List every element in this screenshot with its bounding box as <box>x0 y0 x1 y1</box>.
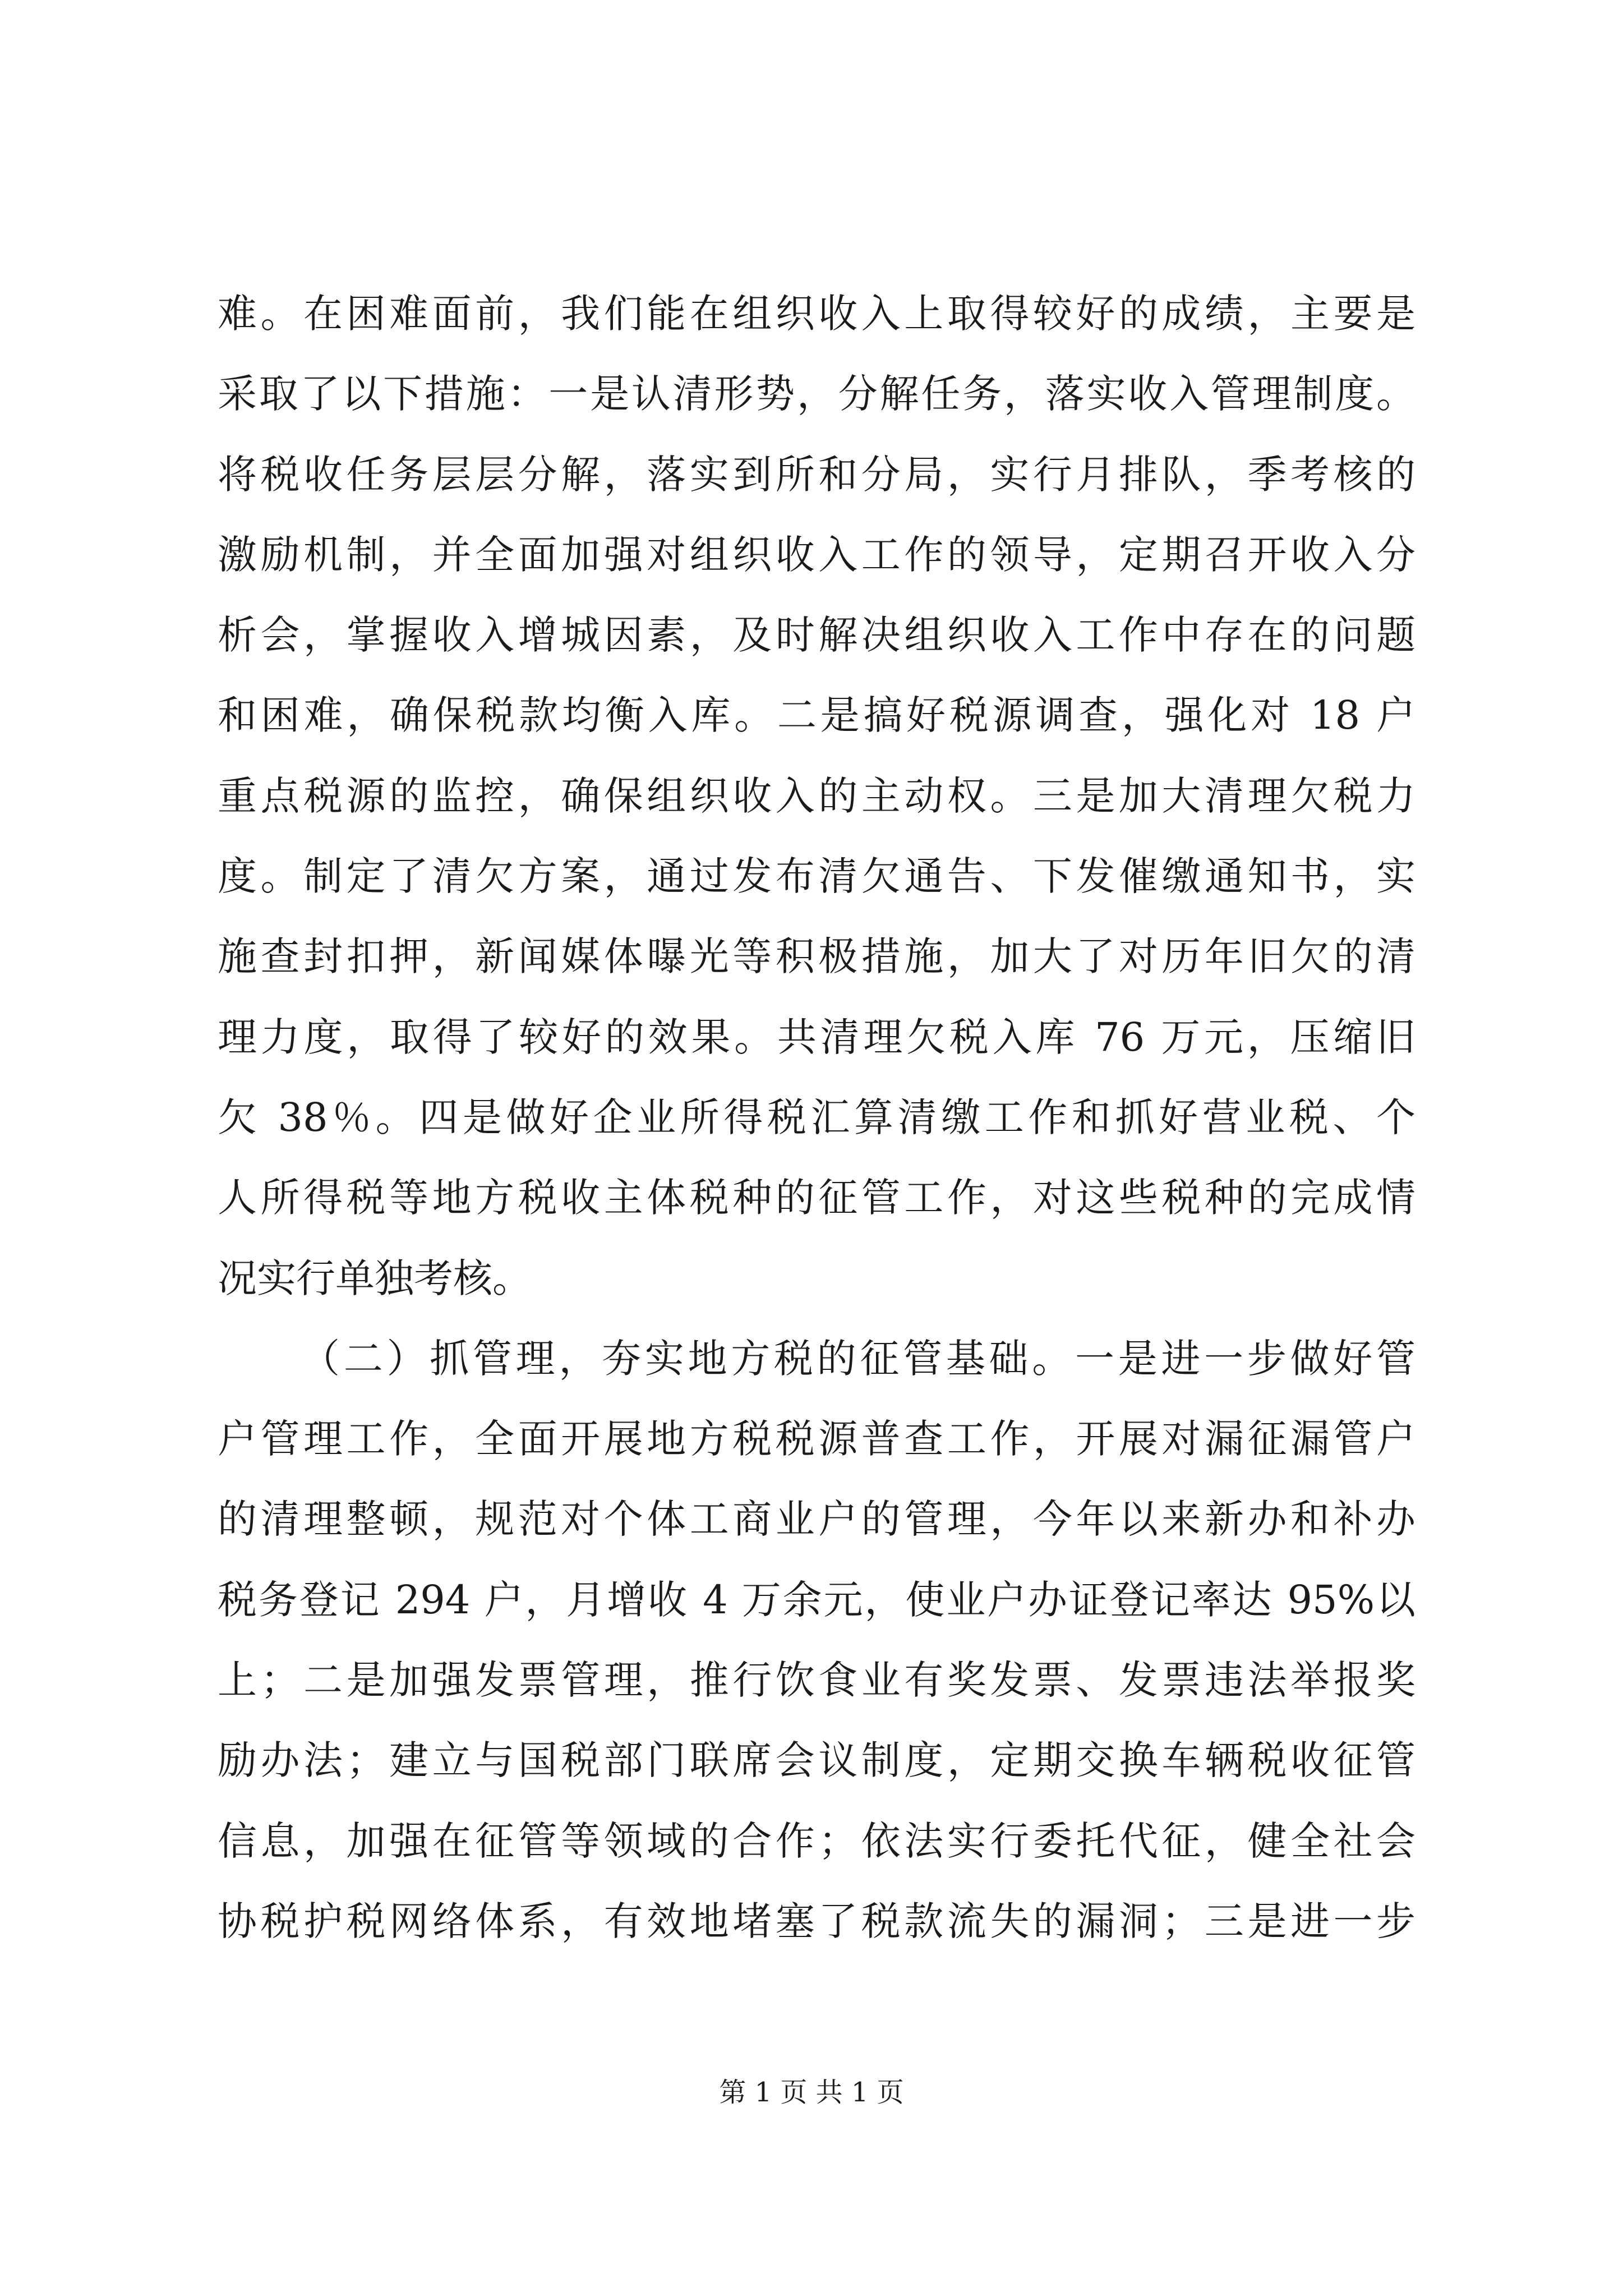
text-line: 况实行单独考核。 <box>218 1255 532 1301</box>
text-line: 人所得税等地方税收主体税种的征管工作，对这些税种的完成情 <box>218 1175 1415 1221</box>
text-line: 税务登记 294 户，月增收 4 万余元，使业户办证登记率达 95%以 <box>218 1576 1415 1623</box>
text-line: 信息，加强在征管等领域的合作；依法实行委托代征，健全社会 <box>218 1818 1415 1864</box>
text-line: 理力度，取得了较好的效果。共清理欠税入库 76 万元，压缩旧 <box>218 1014 1415 1060</box>
page-footer <box>0 2076 1623 2109</box>
text-line: 和困难，确保税款均衡入库。二是搞好税源调查，强化对 18 户 <box>218 692 1415 739</box>
text-line: 施查封扣押，新闻媒体曝光等积极措施，加大了对历年旧欠的清 <box>218 933 1415 980</box>
text-line: 度。制定了清欠方案，通过发布清欠通告、下发催缴通知书，实 <box>218 853 1415 900</box>
text-line: 析会，掌握收入增城因素，及时解决组织收入工作中存在的问题 <box>218 612 1415 659</box>
text-line: 的清理整顿，规范对个体工商业户的管理，今年以来新办和补办 <box>218 1496 1415 1543</box>
page-number-label: 第 1 页 共 1 页 <box>719 2077 904 2108</box>
text-line: 采取了以下措施：一是认清形势，分解任务，落实收入管理制度。 <box>218 371 1415 417</box>
text-line: 难。在困难面前，我们能在组织收入上取得较好的成绩，主要是 <box>218 291 1415 337</box>
paragraph-1 <box>218 274 1415 1319</box>
text-line: 协税护税网络体系，有效地堵塞了税款流失的漏洞；三是进一步 <box>218 1898 1415 1944</box>
text-line: 重点税源的监控，确保组织收入的主动权。三是加大清理欠税力 <box>218 772 1415 819</box>
text-line: 激励机制，并全面加强对组织收入工作的领导，定期召开收入分 <box>218 531 1415 578</box>
text-line: 励办法；建立与国税部门联席会议制度，定期交换车辆税收征管 <box>218 1737 1415 1784</box>
text-line: 上；二是加强发票管理，推行饮食业有奖发票、发票违法举报奖 <box>218 1657 1415 1704</box>
paragraph-2 <box>218 1319 1415 1962</box>
document-body <box>218 274 1415 1962</box>
text-line: 欠 38％。四是做好企业所得税汇算清缴工作和抓好营业税、个 <box>218 1094 1415 1140</box>
text-line: （二）抓管理，夯实地方税的征管基础。一是进一步做好管 <box>301 1335 1415 1382</box>
text-line: 将税收任务层层分解，落实到所和分局，实行月排队，季考核的 <box>218 451 1415 498</box>
text-line: 户管理工作，全面开展地方税税源普查工作，开展对漏征漏管户 <box>218 1416 1415 1462</box>
